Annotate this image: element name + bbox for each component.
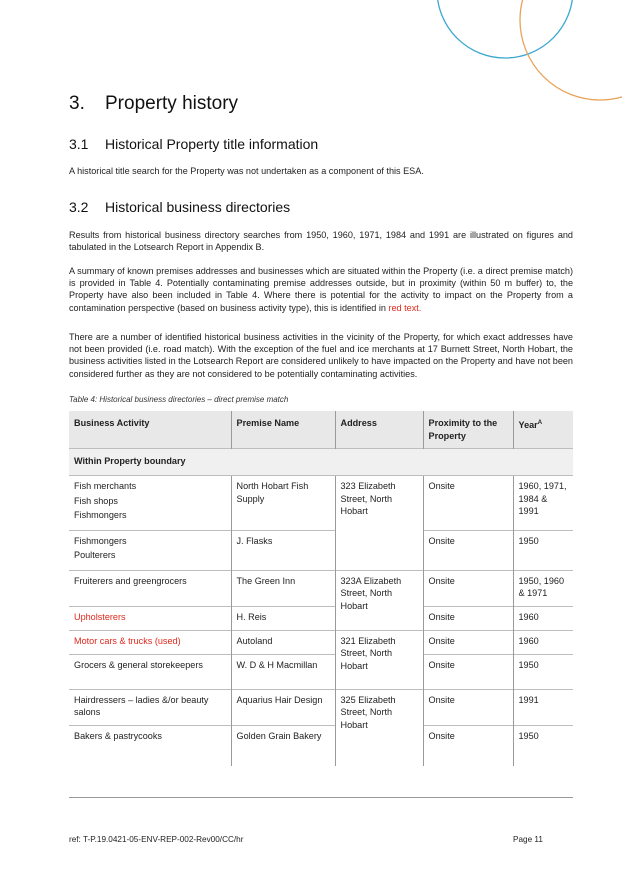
year-cell: 1960	[513, 630, 573, 654]
year-cell: 1950	[513, 530, 573, 570]
header-year-footnote: A	[537, 420, 543, 426]
activity-cell	[69, 530, 231, 570]
address-cell: 325 Elizabeth Street, North Hobart	[335, 689, 423, 766]
directories-paragraph-2	[69, 265, 573, 314]
proximity-cell: Onsite	[423, 530, 513, 570]
year-cell: 1991	[513, 689, 573, 725]
address-cell: 323A Elizabeth Street, North Hobart	[335, 570, 423, 630]
subsection-number: 3.2	[69, 199, 89, 215]
activity-cell: Hairdressers – ladies &/or beauty salons	[69, 689, 231, 725]
premise-cell: W. D & H Macmillan	[231, 654, 335, 689]
premise-cell: Aquarius Hair Design	[231, 689, 335, 725]
address-cell: 321 Elizabeth Street, North Hobart	[335, 630, 423, 689]
title-info-paragraph: A historical title search for the Property was not undertaken as a component of this ESA.	[69, 166, 424, 176]
paragraph-text: A summary of known premises addresses and businesses which are situated within the Property (i.e. a direct premise match) is provided in Table 4. Potentially contaminating premise addresses outside, but in proximity (within 50 m buffer) to, the Property have also been included in Table 4. Where there is potential for the activity to impact on the Property from a contamination perspective (based on business activity type), this is identified in	[69, 266, 573, 313]
activity-cell: Bakers & pastrycooks	[69, 725, 231, 766]
address-cell: 323 Elizabeth Street, North Hobart	[335, 476, 423, 571]
subsection-heading-3-2	[69, 199, 290, 215]
header-premise: Premise Name	[231, 411, 335, 449]
header-year	[513, 411, 573, 449]
section-label: Within Property boundary	[69, 449, 573, 476]
table-caption: Table 4: Historical business directories – direct premise match	[69, 395, 289, 404]
table-row	[69, 725, 573, 766]
activity-cell-highlight: Motor cars & trucks (used)	[69, 630, 231, 654]
header-activity: Business Activity	[69, 411, 231, 449]
proximity-cell: Onsite	[423, 654, 513, 689]
subsection-title: Historical business directories	[105, 199, 291, 215]
activity-line: Fishmongers	[74, 510, 127, 520]
year-cell: 1950	[513, 725, 573, 766]
section-number: 3.	[69, 93, 85, 114]
table-row	[69, 689, 573, 725]
table-section-row	[69, 449, 573, 476]
red-text-highlight: red text.	[388, 302, 422, 313]
activity-line: Poulterers	[74, 550, 116, 560]
directories-paragraph-3: There are a number of identified historical business activities in the vicinity of the Property, for which exact addresses have not been provided (i.e. road match). With the exception of the fuel and ice merchants at 17 Burnett Street, North Hobart, the business activities listed in the Lotsearch Report are considered unlikely to have impacted on the Property and have not been considered further as they are not considered to be potentially contaminating activities.	[69, 332, 573, 379]
year-cell: 1960, 1971, 1984 & 1991	[513, 476, 573, 531]
premise-cell: Autoland	[231, 630, 335, 654]
orange-arc	[520, 0, 622, 100]
activity-line: Fish shops	[74, 495, 118, 506]
activity-line: Fish merchants	[74, 481, 137, 491]
proximity-cell: Onsite	[423, 476, 513, 531]
table-row	[69, 530, 573, 570]
premise-cell: Golden Grain Bakery	[231, 725, 335, 766]
footer-reference: ref: T-P.19.0421-05-ENV-REP-002-Rev00/CC/hr	[69, 835, 244, 844]
section-title: Property history	[105, 93, 239, 114]
blue-arc	[437, 0, 573, 58]
directories-paragraph-1: Results from historical business directory searches from 1950, 1960, 1971, 1984 and 1991 are illustrated on figures and tabulated in the Lotsearch Report in Appendix B.	[69, 230, 573, 253]
business-directory-table	[69, 411, 573, 766]
activity-cell-highlight: Upholsterers	[69, 606, 231, 630]
premise-cell: The Green Inn	[231, 570, 335, 606]
year-cell: 1960	[513, 606, 573, 630]
activity-cell: Grocers & general storekeepers	[69, 654, 231, 689]
table-row	[69, 630, 573, 654]
proximity-cell: Onsite	[423, 606, 513, 630]
subsection-number: 3.1	[69, 136, 89, 152]
activity-cell	[69, 476, 231, 531]
section-heading	[69, 93, 238, 115]
premise-cell: H. Reis	[231, 606, 335, 630]
proximity-cell: Onsite	[423, 630, 513, 654]
year-cell: 1950	[513, 654, 573, 689]
proximity-cell: Onsite	[423, 689, 513, 725]
premise-cell: J. Flasks	[231, 530, 335, 570]
premise-cell: North Hobart Fish Supply	[231, 476, 335, 531]
proximity-cell: Onsite	[423, 570, 513, 606]
page-number: Page 11	[513, 835, 543, 844]
year-cell: 1950, 1960 & 1971	[513, 570, 573, 606]
header-address: Address	[335, 411, 423, 449]
subsection-title: Historical Property title information	[105, 136, 319, 152]
activity-cell: Fruiterers and greengrocers	[69, 570, 231, 606]
table-row	[69, 606, 573, 630]
table-row	[69, 570, 573, 606]
activity-line: Fishmongers	[74, 535, 127, 546]
header-year-label: Year	[518, 420, 538, 431]
header-proximity: Proximity to the Property	[423, 411, 513, 449]
table-header-row	[69, 411, 573, 449]
footer-divider	[69, 797, 573, 798]
table-row	[69, 476, 573, 531]
proximity-cell: Onsite	[423, 725, 513, 766]
subsection-heading-3-1	[69, 136, 318, 152]
table-row	[69, 654, 573, 689]
